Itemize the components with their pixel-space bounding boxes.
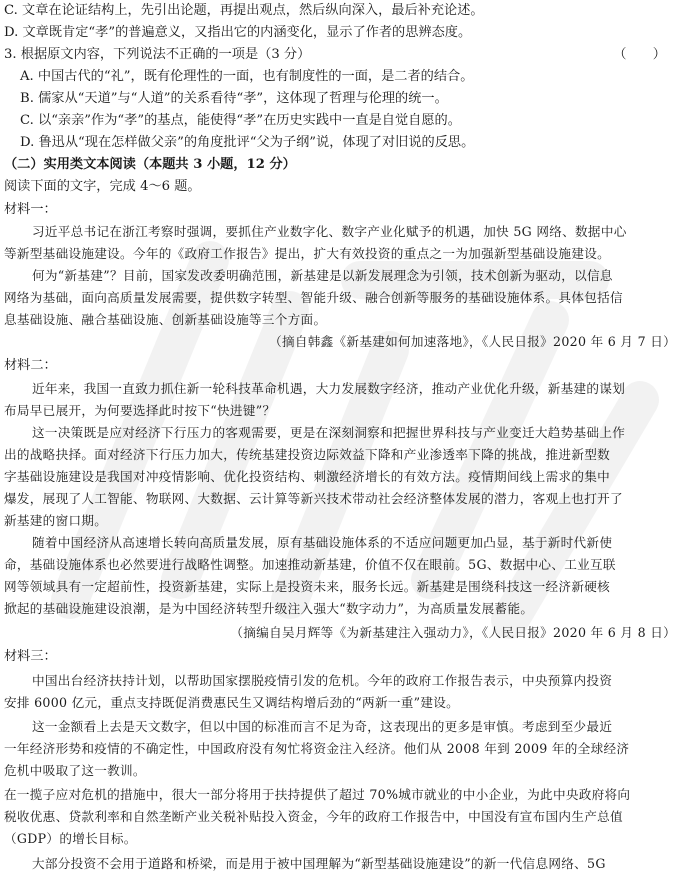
material3-line: 在一揽子应对危机的措施中，很大一部分将用于扶持提供了超过 70%城市就业的中小企业，为此中央政府将向	[4, 787, 631, 802]
material2-line: 出的战略抉择。面对经济下行压力加大，传统基建投资边际效益下降和产业渗透率下降的挑战，推进新型数	[4, 447, 611, 462]
material2-line: 命，基础设施体系也必然要进行战略性调整。加速推动新基建，价值不仅在眼前。5G、数据中心、工业互联	[4, 557, 616, 572]
material3-line: （GDP）的增长目标。	[4, 831, 137, 846]
material1-citation: （摘自韩鑫《新基建如何加速落地》，《人民日报》2020 年 6 月 7 日）	[269, 334, 676, 349]
material2-citation: （摘编自吴月辉等《为新基建注入强动力》，《人民日报》2020 年 6 月 8 日）	[230, 625, 676, 640]
material3-line: 中国出台经济扶持计划，以帮助国家摆脱疫情引发的危机。今年的政府工作报告表示，中央预算内投资	[32, 673, 613, 688]
q3-option-a: A. 中国古代的“礼”，既有伦理性的一面，也有制度性的一面，是二者的结合。	[20, 69, 474, 84]
section-heading: （二）实用类文本阅读（本题共 3 小题，12 分）	[4, 157, 296, 172]
material2-line: 网等领域具有一定超前性，投资新基建，实际上是投资未来，服务长远。新基建是围绕科技这一经济新硬核	[4, 579, 611, 594]
q3-option-c: C. 以“亲亲”作为“孝”的基点，能使得“孝”在历史实践中一直是自觉自愿的。	[20, 113, 461, 128]
material1-line: 息基础设施、融合基础设施、创新基础设施等三个方面。	[4, 312, 327, 327]
q3-stem	[4, 44, 688, 66]
material1-line: 习近平总书记在浙江考察时强调，要抓住产业数字化、数字产业化赋予的机遇，加快 5G 网络、数据中心	[32, 224, 627, 239]
material2-label: 材料二：	[4, 358, 57, 373]
material2-line: 这一决策既是应对经济下行压力的客观需要，更是在深刻洞察和把握世界科技与产业变迁大趋势基础上作	[32, 425, 626, 440]
material3-label: 材料三：	[4, 649, 57, 664]
material3-line: 安排 6000 亿元，重点支持既促消费惠民生又调结构增后劲的“两新一重”建设。	[4, 695, 460, 710]
material2-line: 掀起的基础设施建设浪潮，是为中国经济转型升级注入强大“数字动力”，为高质量发展蓄能。	[4, 601, 534, 616]
q3-stem-text: 3. 根据原文内容，下列说法不正确的一项是（3 分）	[4, 47, 311, 62]
material1-label: 材料一：	[4, 202, 57, 217]
material2-line: 布局早已展开，为何要选择此时按下“快进键”？	[4, 403, 276, 418]
material2-line: 随着中国经济从高速增长转向高质量发展，原有基础设施体系的不适应问题更加凸显，基于新时代新使	[32, 535, 613, 550]
material2-line: 近年来，我国一直致力抓住新一轮科技革命机遇，大力发展数字经济，推动产业优化升级，新基建的谋划	[32, 381, 626, 396]
material2-line: 字基础设施建设是我国对冲疫情影响、优化投资结构、刺激经济增长的有效方法。疫情期间线上需求的集中	[4, 469, 611, 484]
q2-option-c: C. 文章在论证结构上，先引出论题，再提出观点，然后纵向深入，最后补充论述。	[4, 3, 484, 18]
material3-line: 税收优惠、贷款利率和自然垄断产业关税补贴投入资金，今年的政府工作报告中，中国没有宣布国内生产总值	[4, 809, 623, 824]
material3-line: 一年经济形势和疫情的不确定性，中国政府没有匆忙将资金注入经济。他们从 2008 年到 2009 年的全球经济	[4, 741, 630, 756]
section-instruction: 阅读下面的文字，完成 4～6 题。	[4, 179, 201, 194]
material2-line: 爆发，展现了人工智能、物联网、大数据、云计算等新兴技术带动社会经济整体发展的潜力，客观上也打开了	[4, 491, 623, 506]
material1-line: 网络为基础，面向高质量发展需要，提供数字转型、智能升级、融合创新等服务的基础设施体系。具体包括信	[4, 290, 623, 305]
material3-line: 大部分投资不会用于道路和桥梁，而是用于被中国理解为“新型基础设施建设”的新一代信息网络、5G	[32, 856, 606, 871]
material3-line: 危机中吸取了这一教训。	[4, 763, 146, 778]
material2-line: 新基建的窗口期。	[4, 513, 108, 528]
material1-line: 等新型基础设施建设。今年的《政府工作报告》提出，扩大有效投资的重点之一为加强新型基础设施建设。	[4, 246, 611, 261]
q2-option-d: D. 文章既肯定“孝”的普遍意义，又指出它的内涵变化，显示了作者的思辨态度。	[4, 25, 472, 40]
q3-option-b: B. 儒家从“天道”与“人道”的关系看待“孝”，这体现了哲理与伦理的统一。	[20, 91, 448, 106]
material1-line: 何为“新基建”？目前，国家发改委明确范围，新基建是以新发展理念为引领，技术创新为驱动，以信息	[32, 268, 613, 283]
q3-option-d: D. 鲁迅从“现在怎样做父亲”的角度批评“父为子纲”说，体现了对旧说的反思。	[20, 135, 475, 150]
answer-blank: （ ）	[613, 47, 666, 62]
material3-line: 这一金额看上去是天文数字，但以中国的标准而言不足为奇，这表现出的更多是审慎。考虑到至少最近	[32, 719, 613, 734]
